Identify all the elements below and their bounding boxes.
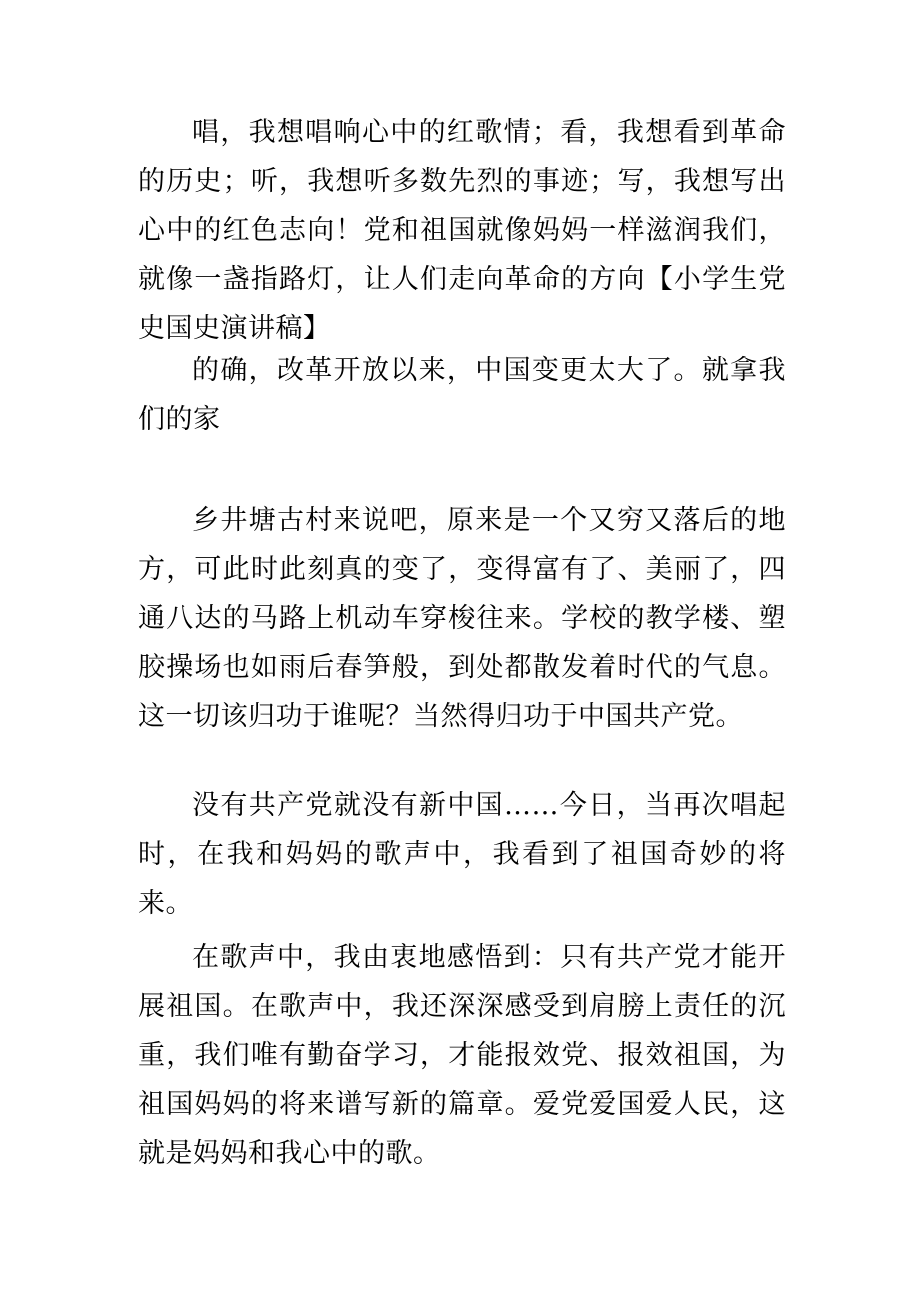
paragraph-3: 乡井塘古村来说吧，原来是一个又穷又落后的地方，可此时此刻真的变了，变得富有了、美丽了，四通八达的马路上机动车穿梭往来。学校的教学楼、塑胶操场也如雨后春笋般，到处都散发着时代的气息。这一切该归功于谁呢？当然得归功于中国共产党。: [138, 505, 786, 732]
paragraph-2: 的确，改革开放以来，中国变更太大了。就拿我们的家: [138, 355, 786, 435]
paragraph-5: 在歌声中，我由衷地感悟到：只有共产党才能开展祖国。在歌声中，我还深深感受到肩膀上责任的沉重，我们唯有勤奋学习，才能报效党、报效祖国，为祖国妈妈的将来谱写新的篇章。爱党爱国爱人民，这就是妈妈和我心中的歌。: [138, 942, 786, 1169]
paragraph-1: 唱，我想唱响心中的红歌情；看，我想看到革命的历史；听，我想听多数先烈的事迹；写，我想写出心中的红色志向！党和祖国就像妈妈一样滋润我们，就像一盏指路灯，让人们走向革命的方向【小学生党史国史演讲稿】: [138, 117, 786, 344]
paragraph-4: 没有共产党就没有新中国……今日，当再次唱起时，在我和妈妈的歌声中，我看到了祖国奇妙的将来。: [138, 790, 786, 919]
